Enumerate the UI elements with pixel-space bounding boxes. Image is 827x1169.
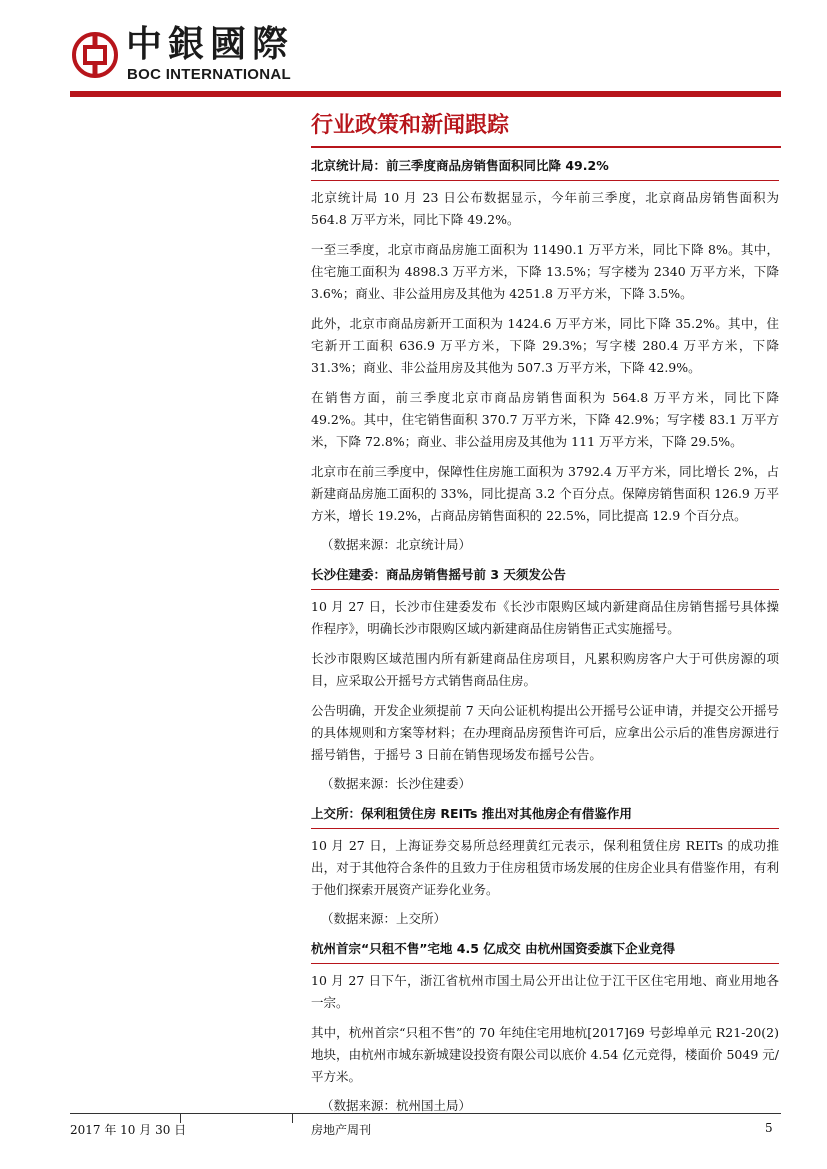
article-title: 上交所：保利租赁住房 REITs 推出对其他房企有借鉴作用 — [311, 804, 779, 829]
article-paragraph: 北京统计局 10 月 23 日公布数据显示，今年前三季度，北京商品房销售面积为 564.8 万平方米，同比下降 49.2%。 — [311, 190, 779, 227]
article-paragraph: 北京市在前三季度中，保障性住房施工面积为 3792.4 万平方米，同比增长 2%，占新建商品房施工面积的 33%，同比提高 3.2 个百分点。保障房销售面积 126.9 万平方米，增长 19.2%，占商品房销售面积的 22.5%，同比提高 12.9 个百分点。 — [311, 464, 779, 523]
article-source: （数据来源：北京统计局） — [321, 537, 472, 552]
footer-publication: 房地产周刊 — [311, 1123, 372, 1137]
article-paragraph: 公告明确，开发企业须提前 7 天向公证机构提出公开摇号公证申请，并提交公开摇号的具体规则和方案等材料；在办理商品房预售许可后，应拿出公示后的准售房源进行摇号销售，于摇号 3 日前在销售现场发布摇号公告。 — [311, 703, 779, 762]
section-title: 行业政策和新闻跟踪 — [311, 113, 510, 138]
page-number: 5 — [765, 1121, 773, 1135]
page-header — [0, 0, 827, 100]
news-article — [311, 939, 779, 1116]
article-title: 杭州首宗“只租不售”宅地 4.5 亿成交 由杭州国资委旗下企业竞得 — [311, 939, 779, 964]
article-paragraph: 长沙市限购区域范围内所有新建商品住房项目，凡累积购房客户大于可供房源的项目，应采取公开摇号方式销售商品住房。 — [311, 651, 779, 688]
article-paragraph: 10 月 27 日，上海证券交易所总经理黄红元表示，保利租赁住房 REITs 的成功推出，对于其他符合条件的且致力于住房租赁市场发展的住房企业具有借鉴作用，有利于他们探索开展资产证券化业务。 — [311, 838, 779, 897]
news-article — [311, 804, 779, 929]
logo-english-name: BOC INTERNATIONAL — [127, 66, 291, 83]
article-source: （数据来源：长沙住建委） — [321, 776, 472, 791]
article-title: 长沙住建委：商品房销售摇号前 3 天须发公告 — [311, 565, 779, 590]
article-paragraph: 10 月 27 日下午，浙江省杭州市国土局公开出让位于江干区住宅用地、商业用地各一宗。 — [311, 973, 779, 1010]
section-divider — [311, 146, 781, 148]
article-paragraph: 其中，杭州首宗“只租不售”的 70 年纯住宅用地杭[2017]69 号彭埠单元 R21-20(2)地块，由杭州市城东新城建设投资有限公司以底价 4.54 亿元竞得，楼面价 5049 元/平方米。 — [311, 1025, 779, 1084]
article-source: （数据来源：杭州国土局） — [321, 1098, 472, 1113]
article-title: 北京统计局：前三季度商品房销售面积同比降 49.2% — [311, 156, 779, 181]
footer-date: 2017 年 10 月 30 日 — [70, 1123, 187, 1137]
news-content — [311, 156, 779, 1126]
boc-logo-icon — [72, 32, 118, 78]
news-article — [311, 156, 779, 555]
footer-divider — [70, 1113, 781, 1114]
article-paragraph: 在销售方面，前三季度北京市商品房销售面积为 564.8 万平方米，同比下降 49.2%。其中，住宅销售面积 370.7 万平方米，下降 42.9%；写字楼 83.1 万平方米，下降 72.8%；商业、非公益用房及其他为 111 万平方米，下降 29.5%。 — [311, 390, 779, 449]
news-article — [311, 565, 779, 794]
footer-tick — [292, 1113, 293, 1123]
header-divider — [70, 91, 781, 97]
article-paragraph: 此外，北京市商品房新开工面积为 1424.6 万平方米，同比下降 35.2%。其中，住宅新开工面积 636.9 万平方米，下降 29.3%；写字楼 280.4 万平方米，下降 31.3%；商业、非公益用房及其他为 507.3 万平方米，下降 42.9%。 — [311, 316, 779, 375]
article-paragraph: 10 月 27 日，长沙市住建委发布《长沙市限购区域内新建商品住房销售摇号具体操作程序》，明确长沙市限购区域内新建商品住房销售正式实施摇号。 — [311, 599, 779, 636]
article-paragraph: 一至三季度，北京市商品房施工面积为 11490.1 万平方米，同比下降 8%。其中，住宅施工面积为 4898.3 万平方米，下降 13.5%；写字楼为 2340 万平方米，下降 3.6%；商业、非公益用房及其他为 4251.8 万平方米，下降 3.5%。 — [311, 242, 779, 301]
logo-chinese-name: 中銀國際 — [126, 23, 295, 65]
article-source: （数据来源：上交所） — [321, 911, 447, 926]
